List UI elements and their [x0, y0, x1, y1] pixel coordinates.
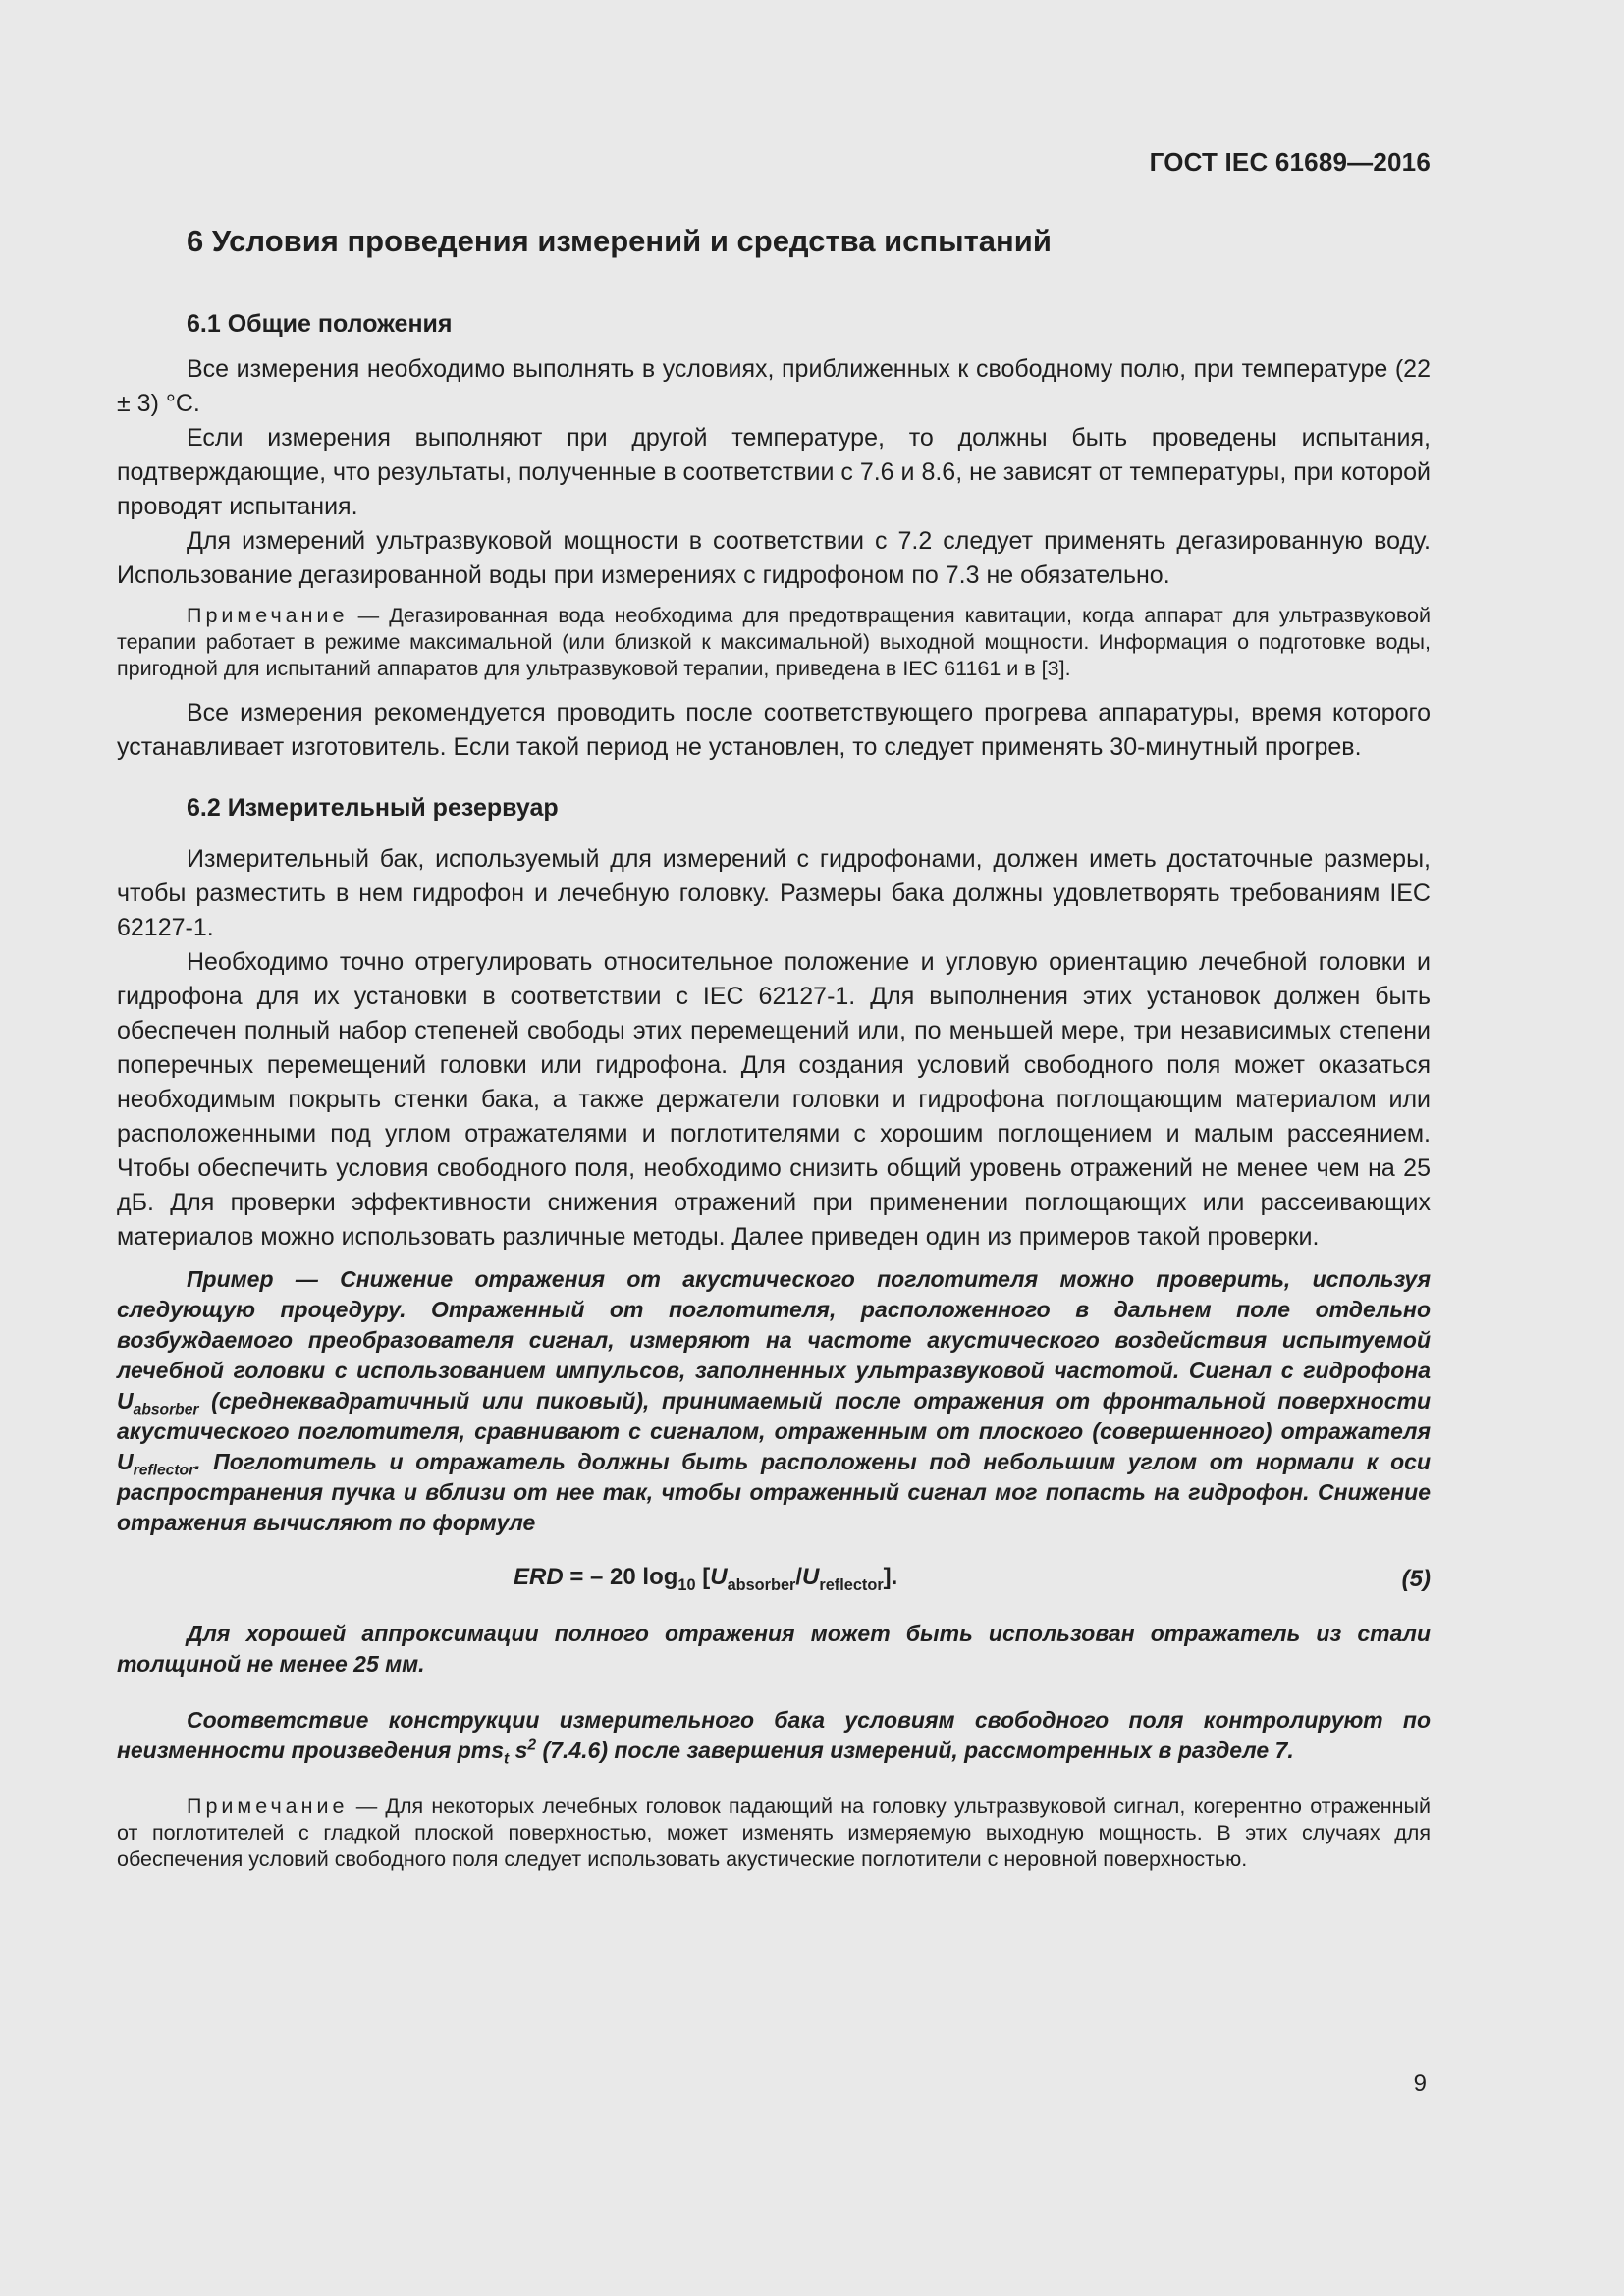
formula-lhs: ERD — [514, 1564, 564, 1590]
subsection-6-1-title: 6.1 Общие положения — [187, 310, 453, 338]
page-number: 9 — [1413, 2070, 1427, 2097]
superscript: 2 — [527, 1736, 537, 1754]
formula-var: U — [710, 1564, 728, 1590]
formula-part: = – 20 log — [563, 1564, 678, 1590]
note-text: — Дегазированная вода необходима для предотвращения кавитации, когда аппарат для ультразвуковой терапии работает в режиме максимальной (или близкой к максимальной) выходной мощности. Информация о подготовке воды, пригодной для испытаний аппаратов для ультразвуковой терапии, приведена в IEC 61161 и в [3]. — [117, 604, 1431, 680]
formula-erd — [117, 1556, 1431, 1607]
subscript: reflector — [133, 1462, 195, 1479]
note — [117, 603, 1431, 682]
example-text: . Поглотитель и отражатель должны быть расположены под небольшим углом от нормали к оси распространения пучка и вблизи от нее так, чтобы отраженный сигнал мог попасть на гидрофон. Снижение отражения вычисляют по формуле — [117, 1449, 1431, 1535]
formula-subscript: reflector — [819, 1575, 884, 1594]
formula-subscript: absorber — [727, 1575, 796, 1594]
formula-part: / — [795, 1564, 803, 1590]
paragraph: Если измерения выполняют при другой температуре, то должны быть проведены испытания, подтверждающие, что результаты, полученные в соответствии с 7.6 и 8.6, не зависят от температуры, при которой проводят испытания. — [117, 424, 1431, 520]
formula-log-base: 10 — [677, 1575, 696, 1594]
subsection-6-2-title: 6.2 Измерительный резервуар — [187, 794, 559, 822]
paragraph: Для измерений ультразвуковой мощности в соответствии с 7.2 следует применять дегазированную воду. Использование дегазированной воды при измерениях с гидрофоном по 7.3 не обязательно. — [117, 527, 1431, 589]
page-content — [117, 310, 1431, 1887]
note-text: — Для некоторых лечебных головок падающий на головку ультразвуковой сигнал, когерентно отраженный от поглотителей с гладкой плоской поверхностью, может изменять измеряемую выходную мощность. В этих случаях для обеспечения условий свободного поля следует использовать акустические поглотители с неровной поверхностью. — [117, 1794, 1431, 1871]
example-paragraph — [117, 1264, 1431, 1538]
subscript: t — [504, 1750, 510, 1768]
formula-expression — [514, 1564, 898, 1594]
paragraph: Необходимо точно отрегулировать относительное положение и угловую ориентацию лечебной головки и гидрофона для их установки в соответствии с IEC 62127-1. Для выполнения этих установок должен быть обеспечен полный набор степеней свободы этих перемещений или, по меньшей мере, три независимых степени поперечных перемещений головки или гидрофона. Для создания условий свободного поля может оказаться необходимым покрыть стенки бака, а также держатели головки и гидрофона поглощающим материалом или расположенными под углом отражателями и поглотителями с хорошим поглощением и малым рассеянием. Чтобы обеспечить условия свободного поля, необходимо снизить общий уровень отражений не менее чем на 25 дБ. Для проверки эффективности снижения отражений при применении поглощающих или рассеивающих материалов можно использовать различные методы. Далее приведен один из примеров такой проверки. — [117, 948, 1431, 1251]
formula-part: ]. — [883, 1564, 898, 1590]
example-text: Пример — Снижение отражения от акустического поглотителя можно проверить, используя следующую процедуру. Отраженный от поглотителя, расположенного в дальнем поле отдельно возбуждаемого преобразователя сигнал, измеряют на частоте акустического воздействия испытуемой лечебной головки с использованием импульсов, заполненных ультразвуковой частотой. Сигнал с гидрофона U — [117, 1266, 1431, 1414]
formula-part: [ — [695, 1564, 711, 1590]
note — [117, 1793, 1431, 1873]
note-label: Примечание — [187, 1794, 349, 1818]
note-label: Примечание — [187, 604, 349, 627]
formula-var: U — [802, 1564, 820, 1590]
example-text: (7.4.6) после завершения измерений, рассмотренных в разделе 7. — [536, 1737, 1294, 1763]
example-text: (среднеквадратичный или пиковый), принимаемый после отражения от фронтальной поверхности акустического поглотителя, сравнивают с сигналом, отраженным от плоского (совершенного) отражателя U — [117, 1388, 1431, 1474]
document-page — [117, 0, 1431, 2296]
example-paragraph — [117, 1705, 1431, 1766]
subscript: absorber — [133, 1401, 199, 1418]
spacer — [117, 1766, 1431, 1784]
paragraph: Все измерения рекомендуется проводить после соответствующего прогрева аппаратуры, время которого устанавливает изготовитель. Если такой период не установлен, то следует применять 30-минутный прогрев. — [117, 699, 1431, 761]
example-text: s — [509, 1737, 528, 1763]
example-paragraph: Для хорошей аппроксимации полного отражения может быть использован отражатель из стали толщиной не менее 25 мм. — [117, 1621, 1431, 1677]
spacer — [117, 1680, 1431, 1695]
formula-number: (5) — [1401, 1566, 1431, 1592]
section-title: 6 Условия проведения измерений и средства испытаний — [187, 224, 1052, 258]
paragraph: Все измерения необходимо выполнять в условиях, приближенных к свободному полю, при температуре (22 ± 3) °С. — [117, 355, 1431, 417]
standard-code-header: ГОСТ IEC 61689—2016 — [1149, 147, 1431, 177]
paragraph: Измерительный бак, используемый для измерений с гидрофонами, должен иметь достаточные размеры, чтобы разместить в нем гидрофон и лечебную головку. Размеры бака должны удовлетворять требованиям IEC 62127-1. — [117, 845, 1431, 941]
example-text: Соответствие конструкции измерительного бака условиям свободного поля контролируют по неизменности произведения pms — [117, 1707, 1431, 1763]
